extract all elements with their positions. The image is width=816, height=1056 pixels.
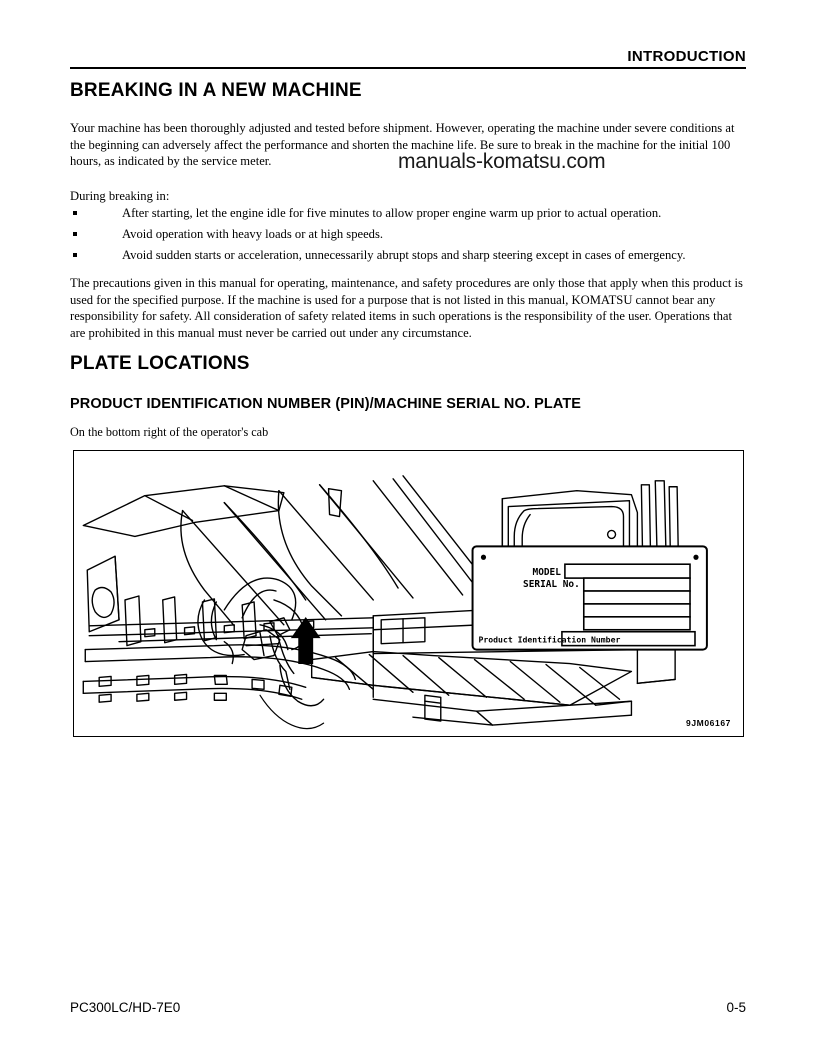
plate-model-label: MODEL [532,567,561,579]
breaking-in-bullet-list [70,203,748,266]
page-header [70,48,746,69]
bullet-square-icon [73,232,77,236]
header-divider [70,67,746,69]
plate-pin-label: Product Identification Number [478,634,621,645]
bullet-square-icon [73,253,77,257]
pointer-arrow-icon [292,618,320,664]
list-item [70,224,748,245]
footer-model: PC300LC/HD-7E0 [70,1000,181,1015]
plate-serial-label: SERIAL No. [523,579,580,591]
precautions-paragraph: The precautions given in this manual for operating, maintenance, and safety procedures are only those that apply when this product is used for the specified purpose. If the machine is used for a purpose that is not listed in this manual, KOMATSU cannot bear any responsibility for safety. All consideration of safety related items in such operations is the responsibility of the user. Operations that are prohibited in this manual must never be carried out under any circumstance. [70,276,743,340]
section-heading-plate-locations: PLATE LOCATIONS [70,353,250,374]
figure-plate-location [73,450,744,737]
list-item-text: After starting, let the engine idle for five minutes to allow proper engine warm up prior to actual operation. [122,206,662,220]
section-heading-breaking-in: BREAKING IN A NEW MACHINE [70,80,362,101]
figure-caption: On the bottom right of the operator's cab [70,425,269,439]
figure-reference-code: 9JM06167 [686,718,731,728]
bullet-square-icon [73,211,77,215]
watermark-text: manuals-komatsu.com [398,150,606,173]
intro-paragraph: Your machine has been thoroughly adjusted and tested before shipment. However, operating the machine under severe conditions at the beginning can adversely affect the performance and shorten the machine life. Be sure to break in the machine for the initial 100 hours, as indicated by the service meter. [70,121,735,169]
during-breaking-in-label: During breaking in: [70,189,170,203]
excavator-line-drawing [74,451,743,736]
list-item-text: Avoid sudden starts or acceleration, unnecessarily abrupt stops and sharp steering except in cases of emergency. [122,248,686,262]
header-title: INTRODUCTION [627,48,746,65]
subsection-heading-pin: PRODUCT IDENTIFICATION NUMBER (PIN)/MACHINE SERIAL NO. PLATE [70,396,582,412]
list-item [70,203,748,224]
footer-page-number: 0-5 [726,1000,746,1015]
list-item-text: Avoid operation with heavy loads or at high speeds. [122,227,384,241]
list-item [70,245,748,266]
identification-plate-diagram [473,546,707,649]
